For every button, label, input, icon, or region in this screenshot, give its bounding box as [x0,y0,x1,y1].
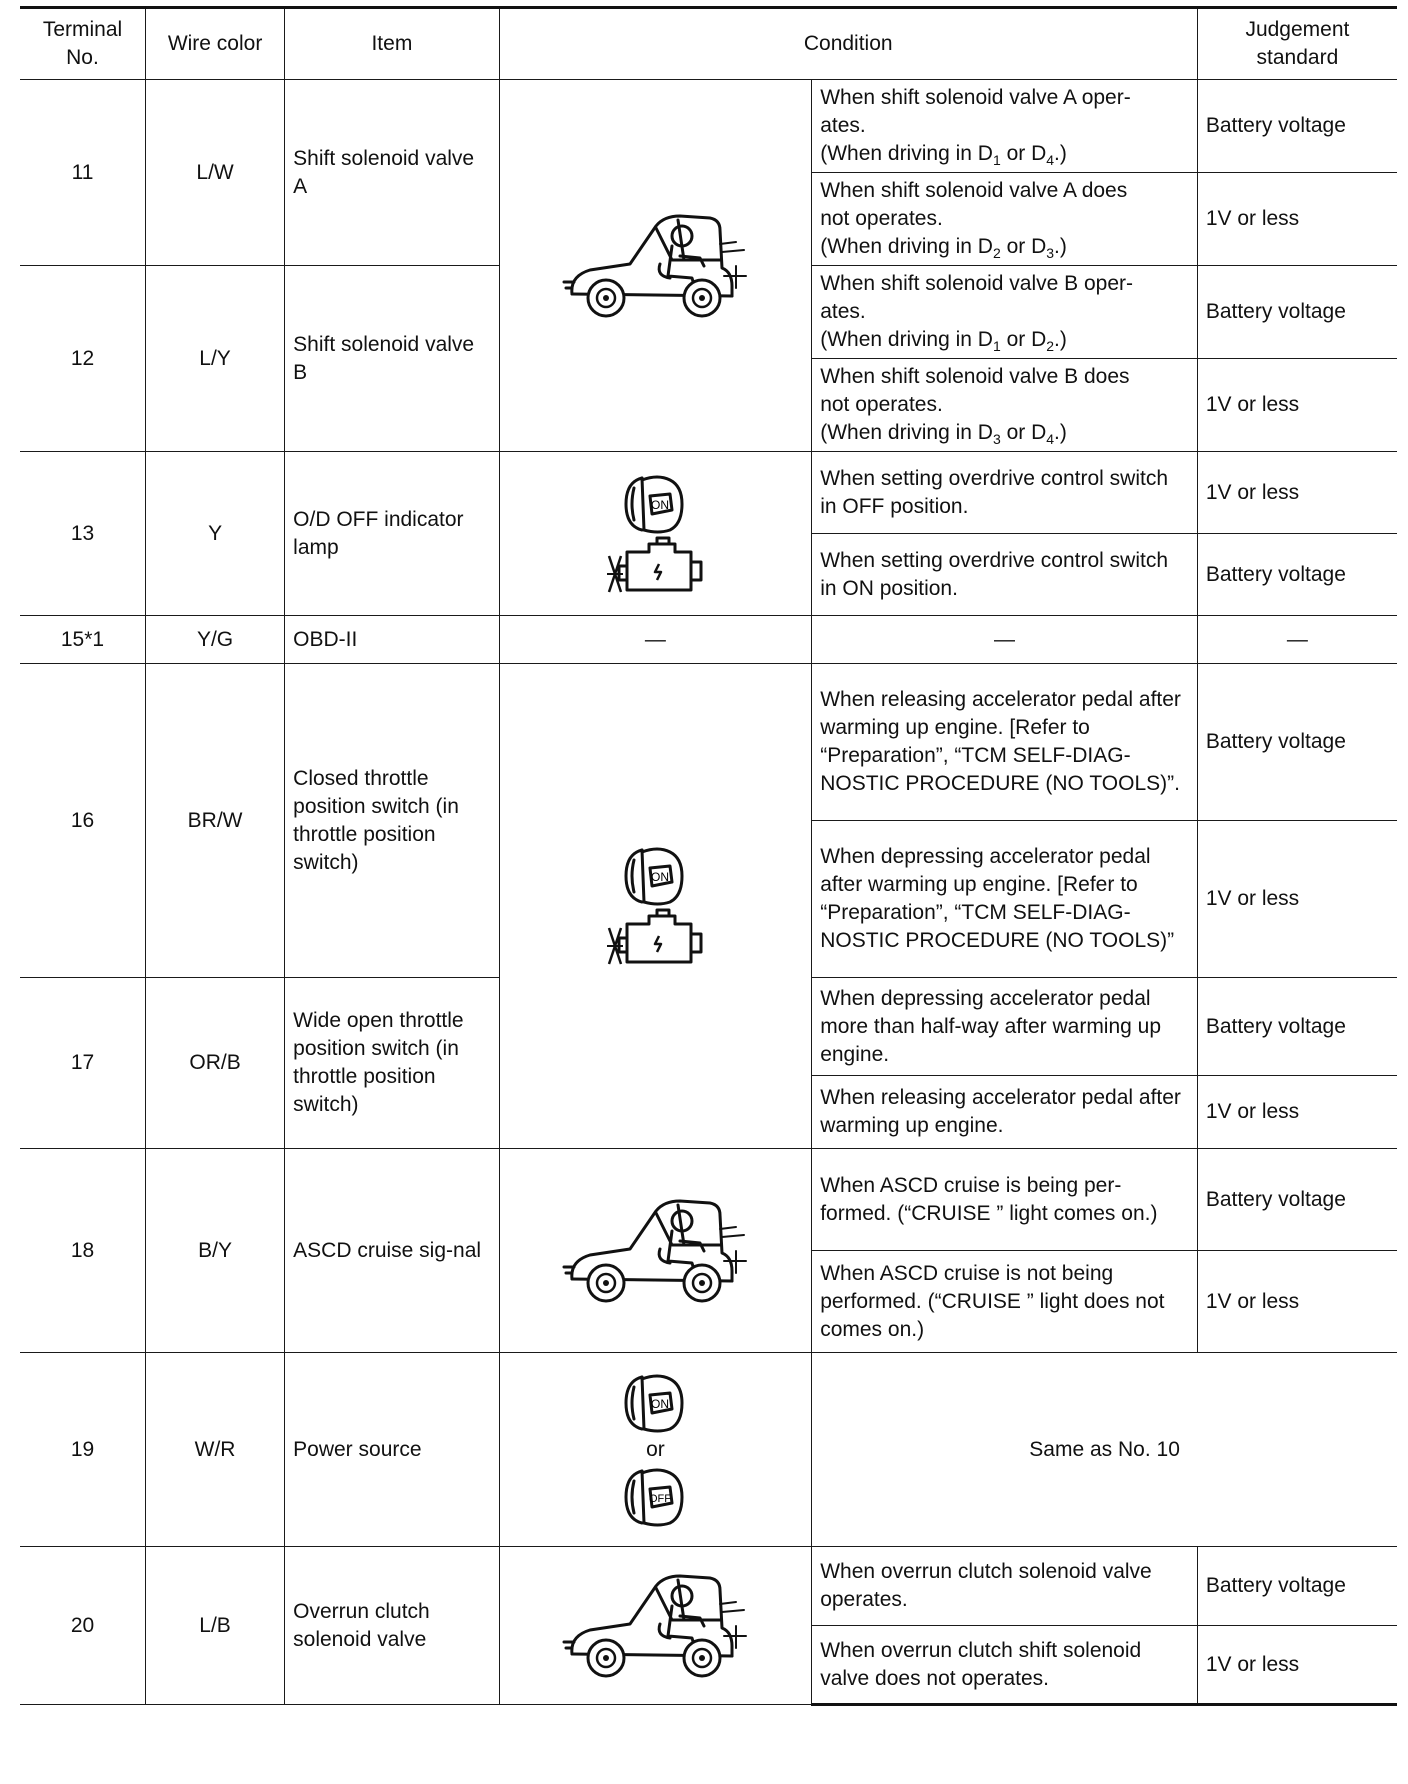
car-driving-icon [502,1191,810,1311]
judgement-value: 1V or less [1197,1076,1397,1149]
condition-text: When shift solenoid valve B oper- ates. (When driving in $D_1$ or $D_2$.) [812,266,1198,359]
terminal-number: 16 [20,664,145,978]
table-row [20,452,1397,534]
table-row [20,664,1397,821]
item-name: O/D OFF indicator lamp [285,452,499,616]
judgement-value: Battery voltage [1197,80,1397,173]
wire-color: Y [145,452,284,616]
condition-text: When overrun clutch solenoid valve operates. [812,1547,1198,1626]
car-driving-icon-cell [499,80,812,452]
svg-text:ON: ON [651,870,670,884]
condition-text: Same as No. 10 [812,1353,1397,1547]
condition-text: When shift solenoid valve A oper- ates. (When driving in $D_1$ or $D_4$.) [812,80,1198,173]
svg-text:ON: ON [651,497,670,512]
condition-text: When setting overdrive control switch in OFF position. [812,452,1198,534]
ignition-key-on-icon [502,1371,810,1435]
condition-text: When ASCD cruise is not being performed. (“CRUISE ” light does not comes on.) [812,1251,1198,1353]
wire-color: OR/B [145,978,284,1149]
condition-dash: — [812,616,1198,664]
table-header-row [20,8,1397,80]
item-name: Shift solenoid valve A [285,80,499,266]
engine-off-icon [502,536,810,596]
condition-text: When setting overdrive control switch in ON position. [812,534,1198,616]
ignition-key-off-icon [502,1465,810,1529]
wire-color: W/R [145,1353,284,1547]
svg-text:OFF: OFF [649,1492,672,1505]
wire-color: BR/W [145,664,284,978]
condition-text: When shift solenoid valve B does not operates. (When driving in $D_3$ or $D_4$.) [812,359,1198,452]
condition-text: When releasing accelerator pedal after warming up engine. [812,1076,1198,1149]
header-terminal-no: Terminal No. [20,8,145,80]
judgement-value: Battery voltage [1197,978,1397,1076]
header-condition: Condition [499,8,1197,80]
judgement-dash: — [1197,616,1397,664]
judgement-value: Battery voltage [1197,1149,1397,1251]
judgement-value: 1V or less [1197,452,1397,534]
condition-text: When ASCD cruise is being per-formed. (“CRUISE ” light comes on.) [812,1149,1198,1251]
header-judgement-standard: Judgement standard [1197,8,1397,80]
wire-color: L/B [145,1547,284,1705]
judgement-value: 1V or less [1197,1251,1397,1353]
item-name: Power source [285,1353,499,1547]
judgement-value: 1V or less [1197,821,1397,978]
table-row [20,80,1397,173]
judgement-value: Battery voltage [1197,266,1397,359]
terminal-inspection-table [20,6,1397,1706]
item-name: OBD-II [285,616,499,664]
ignition-on-or-off-icon-cell [499,1353,812,1547]
wire-color: B/Y [145,1149,284,1353]
car-driving-icon [502,1566,810,1686]
engine-off-icon [502,908,810,968]
terminal-number: 20 [20,1547,145,1705]
condition-text: When overrun clutch shift solenoid valve does not operates. [812,1626,1198,1705]
wire-color: Y/G [145,616,284,664]
judgement-value: Battery voltage [1197,1547,1397,1626]
table-row [20,616,1397,664]
car-driving-icon-cell [499,1547,812,1705]
ignition-on-engine-icon-cell [499,452,812,616]
judgement-value: 1V or less [1197,1626,1397,1705]
table-row [20,1149,1397,1251]
car-driving-icon-cell [499,1149,812,1353]
table-row [20,1547,1397,1626]
terminal-number: 15*1 [20,616,145,664]
table-row [20,1353,1397,1547]
judgement-value: Battery voltage [1197,664,1397,821]
condition-text: When releasing accelerator pedal after warming up engine. [Refer to “Preparation”, “TCM SELF-DIAG-NOSTIC PROCEDURE (NO TOOLS)”. [812,664,1198,821]
wire-color: L/W [145,80,284,266]
ignition-key-on-icon [502,844,810,908]
terminal-number: 18 [20,1149,145,1353]
svg-text:ON: ON [651,1396,670,1411]
wire-color: L/Y [145,266,284,452]
judgement-value: 1V or less [1197,173,1397,266]
terminal-number: 11 [20,80,145,266]
header-wire-color: Wire color [145,8,284,80]
terminal-table-sheet [20,6,1397,1706]
terminal-number: 12 [20,266,145,452]
ignition-on-engine-icon-cell [499,664,812,1149]
item-name: Shift solenoid valve B [285,266,499,452]
terminal-number: 19 [20,1353,145,1547]
condition-text: When shift solenoid valve A does not operates. (When driving in $D_2$ or $D_3$.) [812,173,1198,266]
item-name: Closed throttle position switch (in throttle position switch) [285,664,499,978]
judgement-value: Battery voltage [1197,534,1397,616]
terminal-number: 17 [20,978,145,1149]
or-label: or [646,1437,665,1461]
condition-text: When depressing accelerator pedal after warming up engine. [Refer to “Preparation”, “TCM SELF-DIAG-NOSTIC PROCEDURE (NO TOOLS)” [812,821,1198,978]
item-name: Wide open throttle position switch (in throttle position switch) [285,978,499,1149]
ignition-key-on-icon [502,472,810,536]
item-name: Overrun clutch solenoid valve [285,1547,499,1705]
header-item: Item [285,8,499,80]
condition-text: When depressing accelerator pedal more than half-way after warming up engine. [812,978,1198,1076]
car-driving-icon [502,206,810,326]
item-name: ASCD cruise sig-nal [285,1149,499,1353]
judgement-value: 1V or less [1197,359,1397,452]
icon-dash: — [499,616,812,664]
terminal-number: 13 [20,452,145,616]
